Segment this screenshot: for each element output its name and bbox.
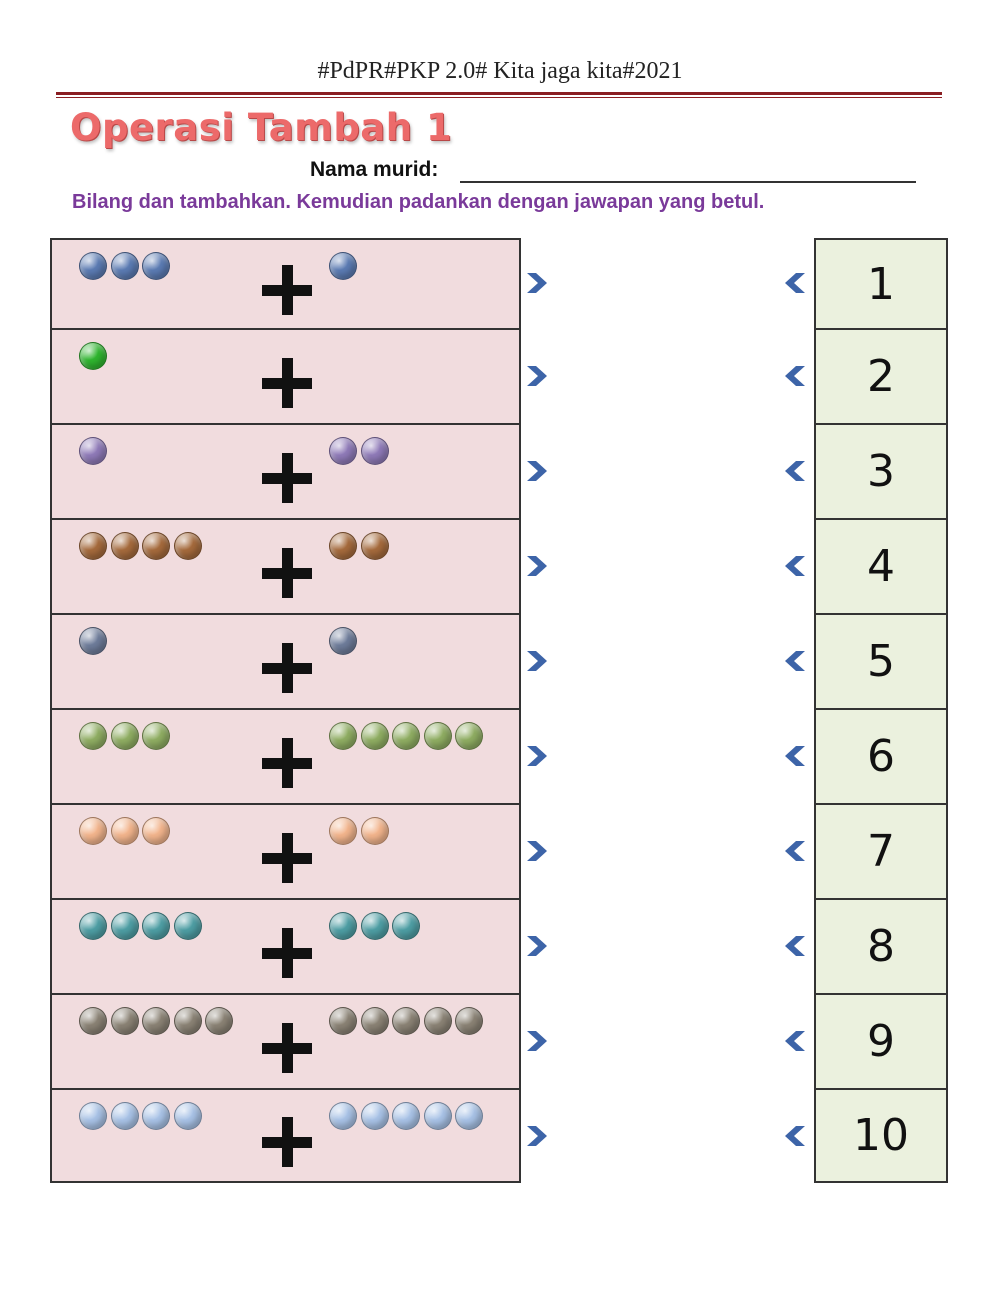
bead [361,437,389,465]
bead [329,252,357,280]
bead [142,252,170,280]
bead [329,912,357,940]
question-row-2[interactable] [50,328,521,425]
bead [142,532,170,560]
plus-icon [262,928,312,978]
question-row-1[interactable] [50,238,521,330]
question-row-6[interactable] [50,708,521,805]
bead [111,252,139,280]
bead [111,532,139,560]
bead [79,532,107,560]
right-bead-group [329,437,392,465]
left-bead-group [79,437,111,465]
bead [205,1007,233,1035]
left-bead-group [79,1102,205,1130]
question-row-4[interactable] [50,518,521,615]
question-row-7[interactable] [50,803,521,900]
bead [111,1007,139,1035]
bead [329,627,357,655]
bead [361,532,389,560]
right-bead-group [329,722,487,750]
bead [455,722,483,750]
left-bead-group [79,912,205,940]
bead [79,912,107,940]
right-bead-group [329,532,392,560]
bead [79,817,107,845]
bead [174,912,202,940]
bead [329,532,357,560]
bead [174,1102,202,1130]
match-end-chevron-left-icon[interactable] [782,270,808,296]
bead [329,437,357,465]
left-bead-group [79,252,174,280]
bead [329,1102,357,1130]
bead [142,1007,170,1035]
question-row-5[interactable] [50,613,521,710]
answer-number: 7 [867,826,895,877]
student-name-label: Nama murid: [310,158,439,181]
bead [79,1007,107,1035]
right-bead-group [329,252,361,280]
bead [392,1007,420,1035]
bead [79,252,107,280]
match-start-chevron-right-icon[interactable] [524,1028,550,1054]
match-start-chevron-right-icon[interactable] [524,363,550,389]
plus-icon [262,1117,312,1167]
match-end-chevron-left-icon[interactable] [782,743,808,769]
match-end-chevron-left-icon[interactable] [782,648,808,674]
left-bead-group [79,342,111,370]
answer-box-5[interactable] [814,613,948,710]
instructions: Bilang dan tambahkan. Kemudian padankan dengan jawapan yang betul. [72,191,765,213]
bead [111,722,139,750]
answer-number: 4 [867,541,895,592]
bead [79,627,107,655]
header-rule-thin [56,97,942,98]
bead [392,722,420,750]
bead [79,722,107,750]
question-row-10[interactable] [50,1088,521,1183]
plus-icon [262,548,312,598]
student-name-field[interactable] [460,181,916,183]
plus-icon [262,358,312,408]
match-end-chevron-left-icon[interactable] [782,1028,808,1054]
plus-icon [262,1023,312,1073]
bead [361,1007,389,1035]
answer-box-10[interactable] [814,1088,948,1183]
match-start-chevron-right-icon[interactable] [524,270,550,296]
bead [79,437,107,465]
plus-icon [262,265,312,315]
bead [174,1007,202,1035]
plus-icon [262,738,312,788]
plus-icon [262,833,312,883]
bead [329,1007,357,1035]
bead [424,1102,452,1130]
bead [455,1007,483,1035]
match-end-chevron-left-icon[interactable] [782,363,808,389]
bead [424,722,452,750]
bead [361,817,389,845]
bead [361,722,389,750]
bead [142,817,170,845]
answer-number: 10 [853,1110,909,1161]
bead [424,1007,452,1035]
bead [79,342,107,370]
header-rule-thick [56,92,942,95]
question-row-3[interactable] [50,423,521,520]
answer-number: 8 [867,921,895,972]
match-end-chevron-left-icon[interactable] [782,458,808,484]
right-bead-group [329,1102,487,1130]
match-start-chevron-right-icon[interactable] [524,933,550,959]
question-row-8[interactable] [50,898,521,995]
question-row-9[interactable] [50,993,521,1090]
match-end-chevron-left-icon[interactable] [782,1123,808,1149]
answer-box-2[interactable] [814,328,948,425]
page-header: #PdPR#PKP 2.0# Kita jaga kita#2021 [317,58,683,84]
left-bead-group [79,722,174,750]
answer-box-9[interactable] [814,993,948,1090]
answer-number: 5 [867,636,895,687]
right-bead-group [329,817,392,845]
right-bead-group [329,912,424,940]
answer-number: 6 [867,731,895,782]
bead [111,912,139,940]
bead [329,817,357,845]
left-bead-group [79,627,111,655]
bead [79,1102,107,1130]
right-bead-group [329,1007,487,1035]
bead [142,912,170,940]
bead [392,912,420,940]
match-end-chevron-left-icon[interactable] [782,838,808,864]
answer-box-6[interactable] [814,708,948,805]
answer-box-1[interactable] [814,238,948,330]
match-end-chevron-left-icon[interactable] [782,553,808,579]
match-end-chevron-left-icon[interactable] [782,933,808,959]
match-start-chevron-right-icon[interactable] [524,1123,550,1149]
bead [329,722,357,750]
match-start-chevron-right-icon[interactable] [524,458,550,484]
bead [361,912,389,940]
match-start-chevron-right-icon[interactable] [524,838,550,864]
left-bead-group [79,817,174,845]
bead [142,722,170,750]
left-bead-group [79,532,205,560]
bead [111,1102,139,1130]
bead [174,532,202,560]
answer-number: 3 [867,446,895,497]
plus-icon [262,643,312,693]
plus-icon [262,453,312,503]
answer-box-3[interactable] [814,423,948,520]
worksheet-title: Operasi Tambah 1 [70,106,453,149]
bead [142,1102,170,1130]
bead [455,1102,483,1130]
answer-box-4[interactable] [814,518,948,615]
answer-box-7[interactable] [814,803,948,900]
bead [392,1102,420,1130]
bead [361,1102,389,1130]
answer-number: 2 [867,351,895,402]
answer-number: 9 [867,1016,895,1067]
match-start-chevron-right-icon[interactable] [524,648,550,674]
match-start-chevron-right-icon[interactable] [524,743,550,769]
match-start-chevron-right-icon[interactable] [524,553,550,579]
bead [111,817,139,845]
right-bead-group [329,627,361,655]
answer-box-8[interactable] [814,898,948,995]
left-bead-group [79,1007,237,1035]
answer-number: 1 [867,258,895,310]
